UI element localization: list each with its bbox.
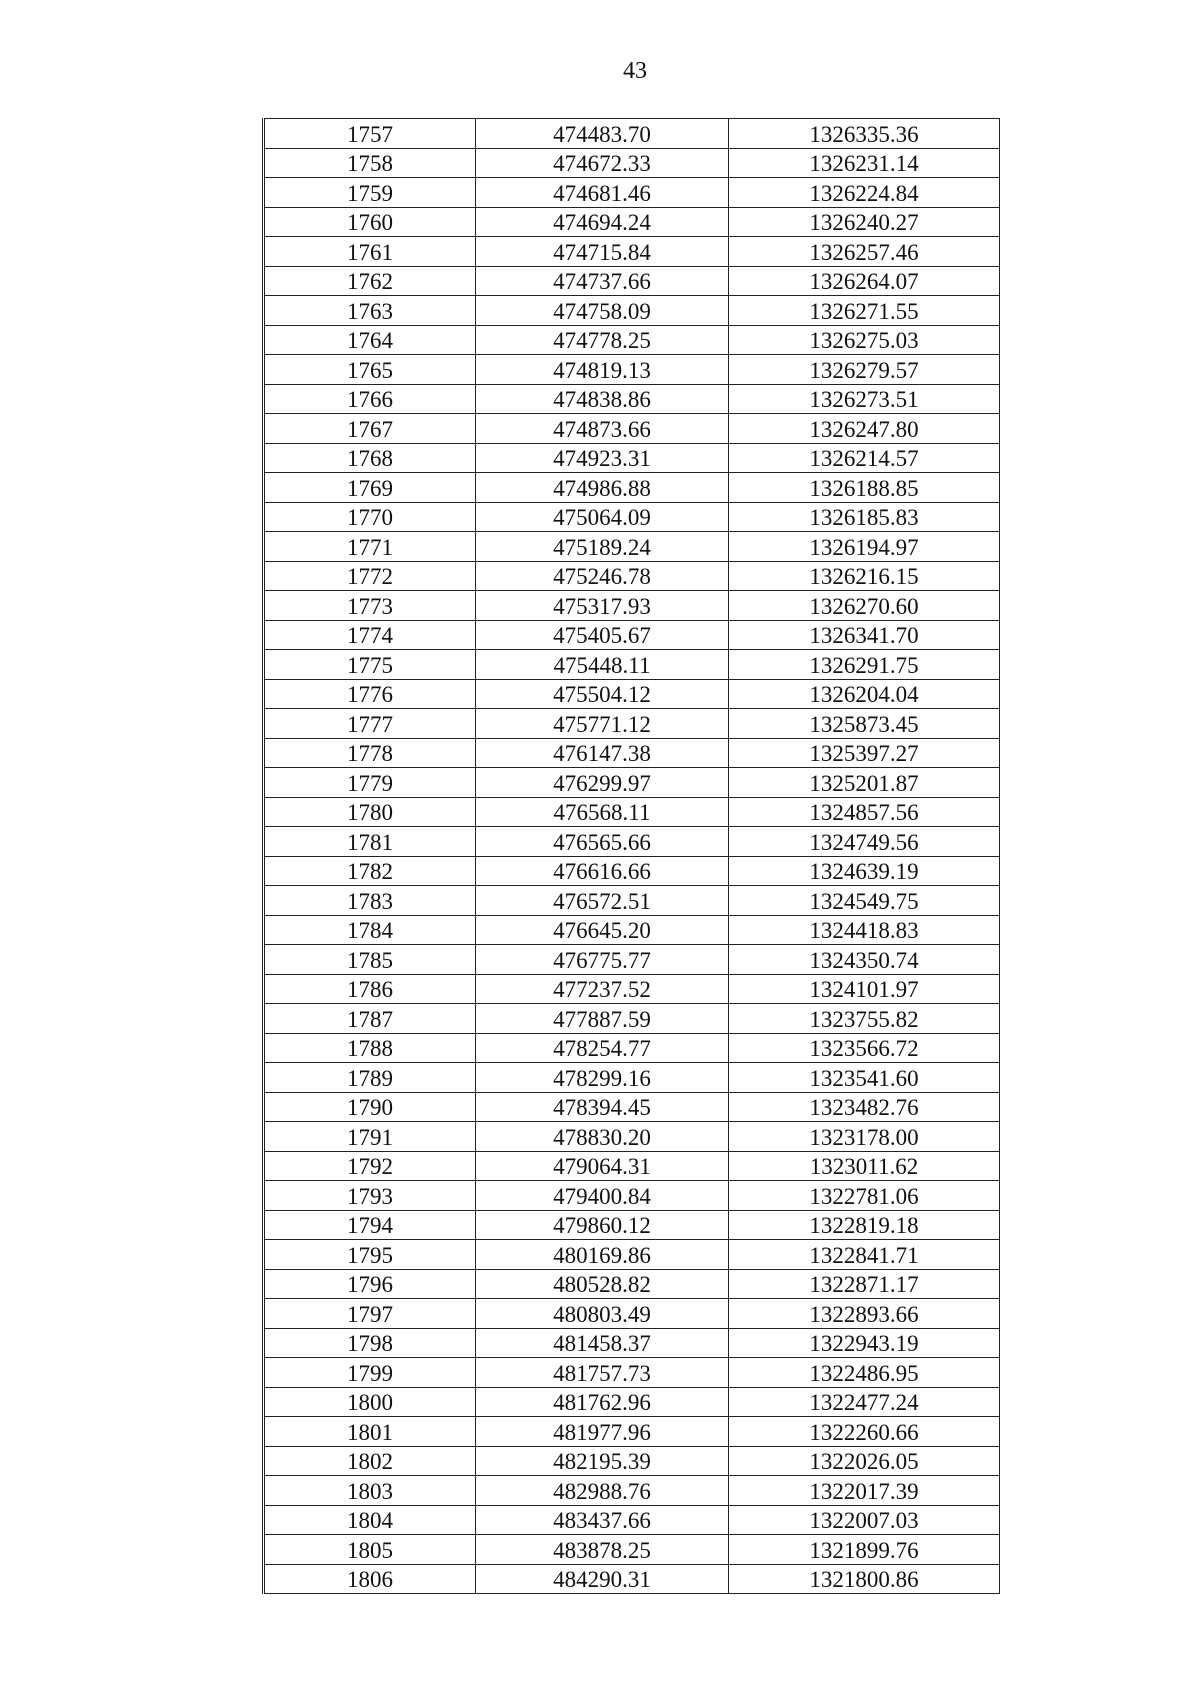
y-coordinate-cell: 1326231.14 [729, 148, 1000, 178]
point-number-cell: 1794 [264, 1210, 476, 1240]
table-row [264, 237, 1000, 267]
point-number-cell: 1787 [264, 1004, 476, 1034]
x-coordinate-cell: 478830.20 [476, 1122, 729, 1152]
y-coordinate-cell: 1323755.82 [729, 1004, 1000, 1034]
x-coordinate-cell: 480169.86 [476, 1240, 729, 1270]
point-number-cell: 1784 [264, 915, 476, 945]
y-coordinate-cell: 1321800.86 [729, 1564, 1000, 1594]
y-coordinate-cell: 1326264.07 [729, 266, 1000, 296]
table-row [264, 414, 1000, 444]
y-coordinate-cell: 1322477.24 [729, 1387, 1000, 1417]
point-number-cell: 1782 [264, 856, 476, 886]
point-number-cell: 1802 [264, 1446, 476, 1476]
y-coordinate-cell: 1324857.56 [729, 797, 1000, 827]
y-coordinate-cell: 1326257.46 [729, 237, 1000, 267]
table-row [264, 1092, 1000, 1122]
x-coordinate-cell: 480803.49 [476, 1299, 729, 1329]
y-coordinate-cell: 1322871.17 [729, 1269, 1000, 1299]
y-coordinate-cell: 1326204.04 [729, 679, 1000, 709]
point-number-cell: 1770 [264, 502, 476, 532]
table-row [264, 886, 1000, 916]
x-coordinate-cell: 482988.76 [476, 1476, 729, 1506]
table-row [264, 1535, 1000, 1565]
y-coordinate-cell: 1324101.97 [729, 974, 1000, 1004]
table-row [264, 1240, 1000, 1270]
point-number-cell: 1799 [264, 1358, 476, 1388]
y-coordinate-cell: 1324639.19 [729, 856, 1000, 886]
point-number-cell: 1803 [264, 1476, 476, 1506]
x-coordinate-cell: 480528.82 [476, 1269, 729, 1299]
point-number-cell: 1777 [264, 709, 476, 739]
table-row [264, 768, 1000, 798]
x-coordinate-cell: 474778.25 [476, 325, 729, 355]
y-coordinate-cell: 1324418.83 [729, 915, 1000, 945]
x-coordinate-cell: 474694.24 [476, 207, 729, 237]
y-coordinate-cell: 1326270.60 [729, 591, 1000, 621]
x-coordinate-cell: 474923.31 [476, 443, 729, 473]
y-coordinate-cell: 1326271.55 [729, 296, 1000, 326]
point-number-cell: 1769 [264, 473, 476, 503]
x-coordinate-cell: 478299.16 [476, 1063, 729, 1093]
table-row [264, 207, 1000, 237]
coordinates-table [262, 118, 1000, 1594]
page-number: 43 [623, 58, 647, 84]
point-number-cell: 1806 [264, 1564, 476, 1594]
y-coordinate-cell: 1321899.76 [729, 1535, 1000, 1565]
y-coordinate-cell: 1324749.56 [729, 827, 1000, 857]
point-number-cell: 1805 [264, 1535, 476, 1565]
point-number-cell: 1800 [264, 1387, 476, 1417]
table-row [264, 266, 1000, 296]
point-number-cell: 1780 [264, 797, 476, 827]
point-number-cell: 1796 [264, 1269, 476, 1299]
y-coordinate-cell: 1323566.72 [729, 1033, 1000, 1063]
y-coordinate-cell: 1324549.75 [729, 886, 1000, 916]
y-coordinate-cell: 1325397.27 [729, 738, 1000, 768]
table-row [264, 591, 1000, 621]
x-coordinate-cell: 479860.12 [476, 1210, 729, 1240]
table-row [264, 443, 1000, 473]
table-row [264, 532, 1000, 562]
x-coordinate-cell: 481762.96 [476, 1387, 729, 1417]
x-coordinate-cell: 483437.66 [476, 1505, 729, 1535]
x-coordinate-cell: 475317.93 [476, 591, 729, 621]
table-row [264, 650, 1000, 680]
table-row [264, 1033, 1000, 1063]
table-row [264, 1299, 1000, 1329]
coordinates-table-body [264, 119, 1000, 1594]
x-coordinate-cell: 476572.51 [476, 886, 729, 916]
point-number-cell: 1758 [264, 148, 476, 178]
y-coordinate-cell: 1326240.27 [729, 207, 1000, 237]
x-coordinate-cell: 476299.97 [476, 768, 729, 798]
table-row [264, 1446, 1000, 1476]
table-row [264, 148, 1000, 178]
point-number-cell: 1765 [264, 355, 476, 385]
y-coordinate-cell: 1326247.80 [729, 414, 1000, 444]
y-coordinate-cell: 1326224.84 [729, 178, 1000, 208]
x-coordinate-cell: 474986.88 [476, 473, 729, 503]
x-coordinate-cell: 476568.11 [476, 797, 729, 827]
y-coordinate-cell: 1326185.83 [729, 502, 1000, 532]
x-coordinate-cell: 474483.70 [476, 119, 729, 149]
x-coordinate-cell: 475189.24 [476, 532, 729, 562]
table-row [264, 856, 1000, 886]
y-coordinate-cell: 1323011.62 [729, 1151, 1000, 1181]
y-coordinate-cell: 1322017.39 [729, 1476, 1000, 1506]
x-coordinate-cell: 474838.86 [476, 384, 729, 414]
x-coordinate-cell: 476775.77 [476, 945, 729, 975]
x-coordinate-cell: 474737.66 [476, 266, 729, 296]
point-number-cell: 1775 [264, 650, 476, 680]
point-number-cell: 1792 [264, 1151, 476, 1181]
table-row [264, 1122, 1000, 1152]
y-coordinate-cell: 1326341.70 [729, 620, 1000, 650]
x-coordinate-cell: 484290.31 [476, 1564, 729, 1594]
point-number-cell: 1786 [264, 974, 476, 1004]
y-coordinate-cell: 1326279.57 [729, 355, 1000, 385]
x-coordinate-cell: 474758.09 [476, 296, 729, 326]
x-coordinate-cell: 476645.20 [476, 915, 729, 945]
point-number-cell: 1798 [264, 1328, 476, 1358]
table-row [264, 915, 1000, 945]
point-number-cell: 1781 [264, 827, 476, 857]
y-coordinate-cell: 1323482.76 [729, 1092, 1000, 1122]
point-number-cell: 1797 [264, 1299, 476, 1329]
point-number-cell: 1771 [264, 532, 476, 562]
x-coordinate-cell: 482195.39 [476, 1446, 729, 1476]
point-number-cell: 1760 [264, 207, 476, 237]
table-row [264, 620, 1000, 650]
table-row [264, 1269, 1000, 1299]
y-coordinate-cell: 1326291.75 [729, 650, 1000, 680]
y-coordinate-cell: 1326335.36 [729, 119, 1000, 149]
table-row [264, 1387, 1000, 1417]
x-coordinate-cell: 481757.73 [476, 1358, 729, 1388]
y-coordinate-cell: 1326214.57 [729, 443, 1000, 473]
point-number-cell: 1789 [264, 1063, 476, 1093]
y-coordinate-cell: 1323178.00 [729, 1122, 1000, 1152]
x-coordinate-cell: 478254.77 [476, 1033, 729, 1063]
x-coordinate-cell: 481458.37 [476, 1328, 729, 1358]
table-row [264, 296, 1000, 326]
point-number-cell: 1761 [264, 237, 476, 267]
y-coordinate-cell: 1322260.66 [729, 1417, 1000, 1447]
table-row [264, 797, 1000, 827]
table-row [264, 561, 1000, 591]
point-number-cell: 1788 [264, 1033, 476, 1063]
point-number-cell: 1804 [264, 1505, 476, 1535]
table-row [264, 827, 1000, 857]
x-coordinate-cell: 476565.66 [476, 827, 729, 857]
y-coordinate-cell: 1323541.60 [729, 1063, 1000, 1093]
x-coordinate-cell: 475771.12 [476, 709, 729, 739]
y-coordinate-cell: 1322486.95 [729, 1358, 1000, 1388]
point-number-cell: 1764 [264, 325, 476, 355]
table-row [264, 1328, 1000, 1358]
table-row [264, 1151, 1000, 1181]
y-coordinate-cell: 1322841.71 [729, 1240, 1000, 1270]
y-coordinate-cell: 1322781.06 [729, 1181, 1000, 1211]
x-coordinate-cell: 477887.59 [476, 1004, 729, 1034]
point-number-cell: 1767 [264, 414, 476, 444]
x-coordinate-cell: 474715.84 [476, 237, 729, 267]
table-row [264, 709, 1000, 739]
x-coordinate-cell: 481977.96 [476, 1417, 729, 1447]
x-coordinate-cell: 478394.45 [476, 1092, 729, 1122]
point-number-cell: 1785 [264, 945, 476, 975]
y-coordinate-cell: 1326188.85 [729, 473, 1000, 503]
y-coordinate-cell: 1325873.45 [729, 709, 1000, 739]
x-coordinate-cell: 479400.84 [476, 1181, 729, 1211]
table-row [264, 384, 1000, 414]
x-coordinate-cell: 474819.13 [476, 355, 729, 385]
table-row [264, 178, 1000, 208]
x-coordinate-cell: 476147.38 [476, 738, 729, 768]
table-row [264, 1004, 1000, 1034]
table-row [264, 679, 1000, 709]
y-coordinate-cell: 1322007.03 [729, 1505, 1000, 1535]
point-number-cell: 1779 [264, 768, 476, 798]
x-coordinate-cell: 475405.67 [476, 620, 729, 650]
y-coordinate-cell: 1326216.15 [729, 561, 1000, 591]
point-number-cell: 1774 [264, 620, 476, 650]
point-number-cell: 1795 [264, 1240, 476, 1270]
point-number-cell: 1790 [264, 1092, 476, 1122]
table-row [264, 502, 1000, 532]
y-coordinate-cell: 1322026.05 [729, 1446, 1000, 1476]
table-row [264, 325, 1000, 355]
x-coordinate-cell: 475504.12 [476, 679, 729, 709]
table-row [264, 1181, 1000, 1211]
point-number-cell: 1791 [264, 1122, 476, 1152]
table-row [264, 974, 1000, 1004]
y-coordinate-cell: 1326275.03 [729, 325, 1000, 355]
table-row [264, 119, 1000, 149]
point-number-cell: 1762 [264, 266, 476, 296]
point-number-cell: 1768 [264, 443, 476, 473]
x-coordinate-cell: 476616.66 [476, 856, 729, 886]
table-row [264, 1476, 1000, 1506]
coordinates-table-container [262, 118, 998, 1594]
x-coordinate-cell: 477237.52 [476, 974, 729, 1004]
y-coordinate-cell: 1326194.97 [729, 532, 1000, 562]
x-coordinate-cell: 475448.11 [476, 650, 729, 680]
point-number-cell: 1763 [264, 296, 476, 326]
table-row [264, 1063, 1000, 1093]
point-number-cell: 1793 [264, 1181, 476, 1211]
point-number-cell: 1759 [264, 178, 476, 208]
y-coordinate-cell: 1322893.66 [729, 1299, 1000, 1329]
x-coordinate-cell: 475064.09 [476, 502, 729, 532]
point-number-cell: 1772 [264, 561, 476, 591]
x-coordinate-cell: 474873.66 [476, 414, 729, 444]
point-number-cell: 1778 [264, 738, 476, 768]
table-row [264, 473, 1000, 503]
y-coordinate-cell: 1326273.51 [729, 384, 1000, 414]
point-number-cell: 1783 [264, 886, 476, 916]
point-number-cell: 1776 [264, 679, 476, 709]
table-row [264, 1505, 1000, 1535]
x-coordinate-cell: 474681.46 [476, 178, 729, 208]
table-row [264, 1358, 1000, 1388]
table-row [264, 355, 1000, 385]
point-number-cell: 1773 [264, 591, 476, 621]
x-coordinate-cell: 483878.25 [476, 1535, 729, 1565]
y-coordinate-cell: 1325201.87 [729, 768, 1000, 798]
x-coordinate-cell: 474672.33 [476, 148, 729, 178]
table-row [264, 1564, 1000, 1594]
table-row [264, 738, 1000, 768]
table-row [264, 1417, 1000, 1447]
y-coordinate-cell: 1322819.18 [729, 1210, 1000, 1240]
y-coordinate-cell: 1322943.19 [729, 1328, 1000, 1358]
x-coordinate-cell: 475246.78 [476, 561, 729, 591]
point-number-cell: 1801 [264, 1417, 476, 1447]
point-number-cell: 1757 [264, 119, 476, 149]
point-number-cell: 1766 [264, 384, 476, 414]
table-row [264, 1210, 1000, 1240]
table-row [264, 945, 1000, 975]
x-coordinate-cell: 479064.31 [476, 1151, 729, 1181]
y-coordinate-cell: 1324350.74 [729, 945, 1000, 975]
